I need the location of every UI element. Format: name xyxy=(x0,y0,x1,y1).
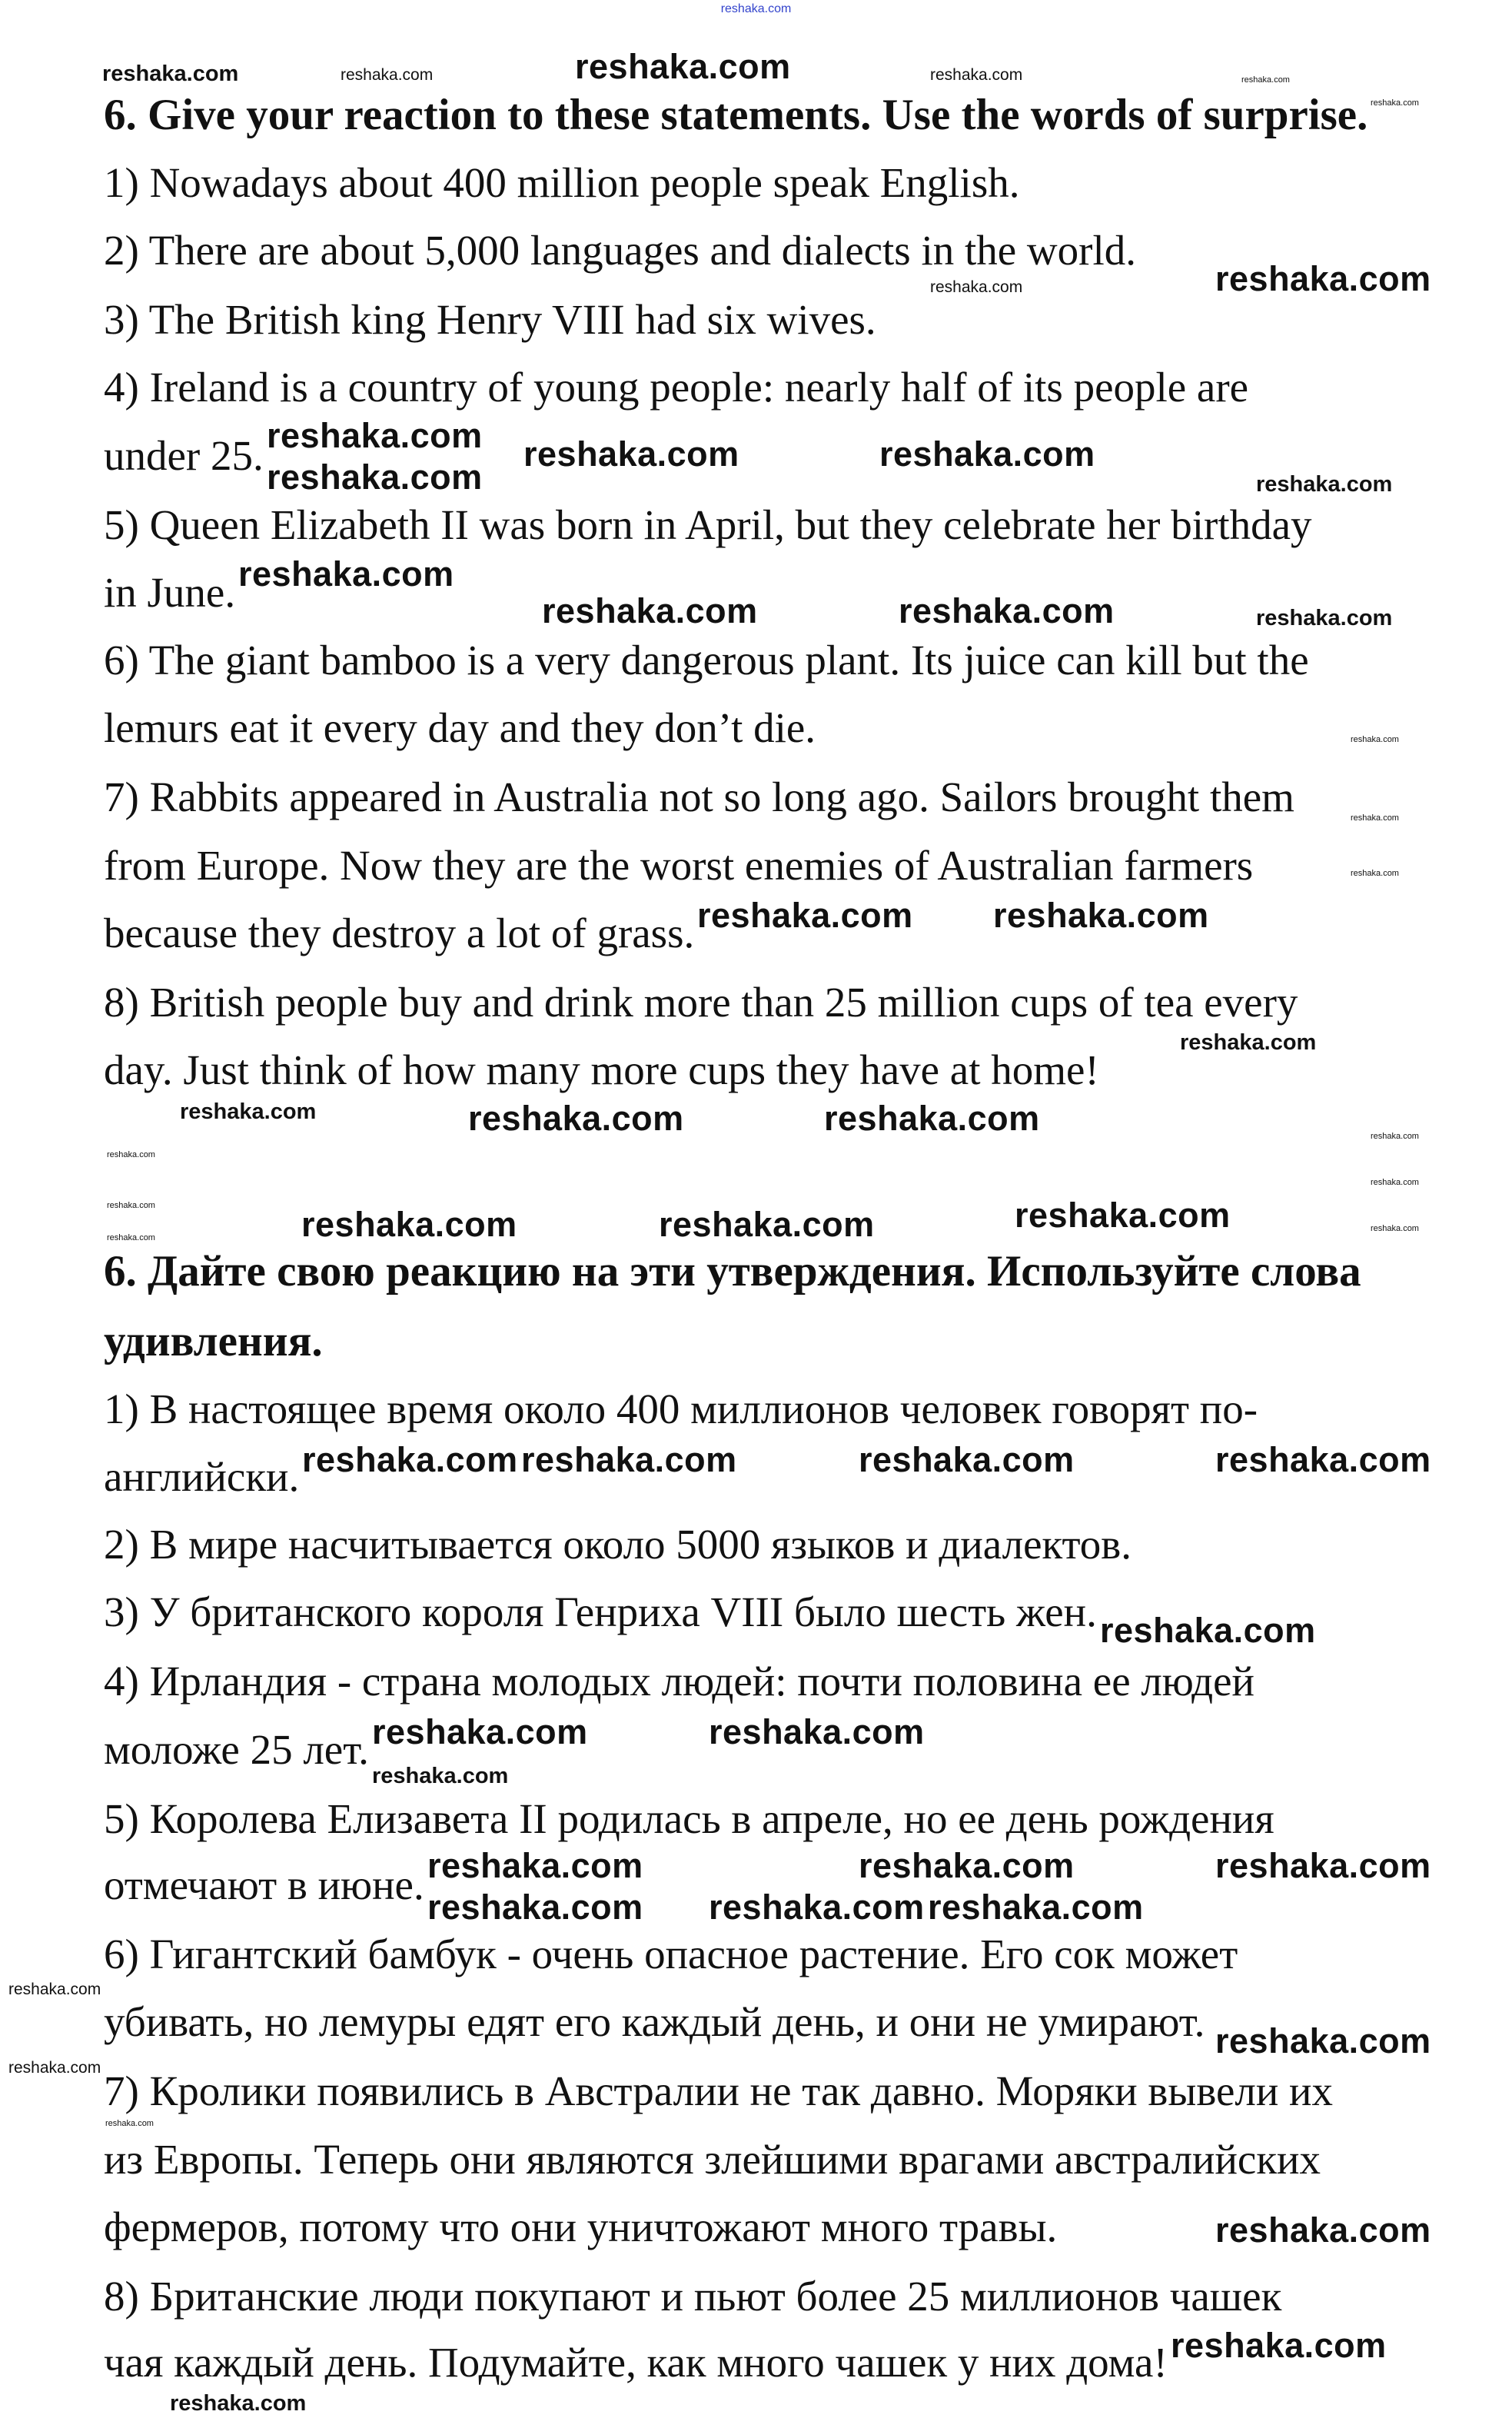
watermark: reshaka.com xyxy=(1180,1030,1317,1055)
statement-line-en: in June. xyxy=(104,569,236,616)
watermark: reshaka.com xyxy=(1256,606,1393,630)
statement-line-en: 1) Nowadays about 400 million people speak English. xyxy=(104,159,1020,206)
watermark: reshaka.com xyxy=(1371,98,1419,108)
statement-line-ru: моложе 25 лет. xyxy=(104,1726,369,1773)
statement-line-ru: 2) В мире насчитывается около 5000 языков и диалектов. xyxy=(104,1521,1132,1568)
statement-line-ru: 8) Британские люди покупают и пьют более 25 миллионов чашек xyxy=(104,2273,1282,2320)
watermark: reshaka.com xyxy=(542,591,758,630)
watermark: reshaka.com xyxy=(1215,1440,1431,1479)
watermark: reshaka.com xyxy=(1215,259,1431,298)
watermark: reshaka.com xyxy=(267,457,483,497)
watermark: reshaka.com xyxy=(879,434,1095,474)
exercise-title-en: 6. Give your reaction to these statements. Use the words of surprise. xyxy=(104,91,1368,139)
statement-line-en: 5) Queen Elizabeth II was born in April, but they celebrate her birthday xyxy=(104,501,1312,548)
statement-line-en: 3) The British king Henry VIII had six wives. xyxy=(104,296,876,343)
watermark: reshaka.com xyxy=(1215,1846,1431,1885)
exercise-title-ru: 6. Дайте свою реакцию на эти утверждения. Используйте слова xyxy=(104,1247,1361,1295)
watermark: reshaka.com xyxy=(1371,1224,1419,1233)
watermark: reshaka.com xyxy=(427,1888,643,1927)
statement-line-en: lemurs eat it every day and they don’t die. xyxy=(104,704,816,751)
watermark: reshaka.com xyxy=(238,554,454,594)
statement-line-ru: чая каждый день. Подумайте, как много чашек у них дома! xyxy=(104,2339,1168,2386)
statement-line-en: day. Just think of how many more cups they have at home! xyxy=(104,1046,1099,1093)
watermark: reshaka.com xyxy=(928,1888,1144,1927)
watermark: reshaka.com xyxy=(107,1150,155,1159)
watermark: reshaka.com xyxy=(1371,1178,1419,1187)
statement-line-ru: 7) Кролики появились в Австралии не так давно. Моряки вывели их xyxy=(104,2067,1333,2114)
watermark: reshaka.com xyxy=(372,1764,509,1788)
watermark: reshaka.com xyxy=(993,896,1209,935)
watermark: reshaka.com xyxy=(1371,1132,1419,1141)
statement-line-ru: английски. xyxy=(104,1453,300,1500)
statement-line-ru: 4) Ирландия - страна молодых людей: почти половина ее людей xyxy=(104,1658,1254,1705)
watermark: reshaka.com xyxy=(930,278,1023,296)
statement-line-ru: убивать, но лемуры едят его каждый день, и они не умирают. xyxy=(104,1998,1205,2045)
watermark: reshaka.com xyxy=(899,591,1115,630)
statement-line-ru: 1) В настоящее время около 400 миллионов человек говорят по- xyxy=(104,1385,1258,1432)
watermark: reshaka.com xyxy=(180,1099,317,1124)
watermark: reshaka.com xyxy=(1215,2021,1431,2060)
watermark: reshaka.com xyxy=(930,66,1023,84)
watermark: reshaka.com xyxy=(523,434,739,474)
statement-line-ru: 3) У британского короля Генриха VIII было шесть жен. xyxy=(104,1588,1097,1635)
watermark: reshaka.com xyxy=(8,1981,101,1998)
watermark: reshaka.com xyxy=(372,1712,588,1751)
statement-line-en: from Europe. Now they are the worst enemies of Australian farmers xyxy=(104,842,1254,889)
exercise-title-ru: удивления. xyxy=(104,1317,323,1365)
watermark: reshaka.com xyxy=(859,1440,1075,1479)
watermark: reshaka.com xyxy=(1171,2326,1387,2365)
watermark: reshaka.com xyxy=(824,1099,1040,1138)
watermark: reshaka.com xyxy=(697,896,913,935)
watermark: reshaka.com xyxy=(427,1846,643,1885)
watermark: reshaka.com xyxy=(709,1888,925,1927)
watermark: reshaka.com xyxy=(105,2119,154,2128)
watermark: reshaka.com xyxy=(170,2391,307,2416)
watermark: reshaka.com xyxy=(468,1099,684,1138)
watermark: reshaka.com xyxy=(341,66,434,84)
watermark: reshaka.com xyxy=(1015,1196,1231,1235)
watermark: reshaka.com xyxy=(8,2059,101,2077)
watermark: reshaka.com xyxy=(1256,472,1393,497)
watermark: reshaka.com xyxy=(301,1205,517,1244)
watermark: reshaka.com xyxy=(1351,813,1399,823)
statement-line-en: 2) There are about 5,000 languages and dialects in the world. xyxy=(104,227,1136,274)
watermark: reshaka.com xyxy=(521,1440,737,1479)
statement-line-ru: отмечают в июне. xyxy=(104,1861,424,1908)
statement-line-en: 6) The giant bamboo is a very dangerous plant. Its juice can kill but the xyxy=(104,637,1309,683)
statement-line-en: under 25. xyxy=(104,432,264,479)
watermark: reshaka.com xyxy=(1100,1611,1316,1650)
statement-line-ru: фермеров, потому что они уничтожают много травы. xyxy=(104,2203,1058,2250)
statement-line-ru: 5) Королева Елизавета II родилась в апреле, но ее день рождения xyxy=(104,1795,1274,1842)
statement-line-ru: 6) Гигантский бамбук - очень опасное растение. Его сок может xyxy=(104,1931,1238,1977)
watermark: reshaka.com xyxy=(107,1201,155,1210)
statement-line-en: because they destroy a lot of grass. xyxy=(104,910,695,956)
watermark: reshaka.com xyxy=(659,1205,875,1244)
watermark: reshaka.com xyxy=(102,62,239,86)
watermark: reshaka.com xyxy=(1241,75,1290,85)
header-watermark[interactable]: reshaka.com xyxy=(720,2,792,15)
watermark: reshaka.com xyxy=(859,1846,1075,1885)
watermark: reshaka.com xyxy=(107,1233,155,1242)
watermark: reshaka.com xyxy=(1215,2210,1431,2250)
watermark: reshaka.com xyxy=(1351,735,1399,744)
watermark: reshaka.com xyxy=(709,1712,925,1751)
statement-line-en: 7) Rabbits appeared in Australia not so long ago. Sailors brought them xyxy=(104,773,1294,820)
statement-line-en: 8) British people buy and drink more than 25 million cups of tea every xyxy=(104,979,1298,1026)
watermark: reshaka.com xyxy=(267,416,483,455)
statement-line-en: 4) Ireland is a country of young people: nearly half of its people are xyxy=(104,364,1249,411)
watermark: reshaka.com xyxy=(575,47,791,86)
watermark: reshaka.com xyxy=(302,1440,518,1479)
watermark: reshaka.com xyxy=(1351,869,1399,878)
statement-line-ru: из Европы. Теперь они являются злейшими врагами австралийских xyxy=(104,2136,1321,2183)
